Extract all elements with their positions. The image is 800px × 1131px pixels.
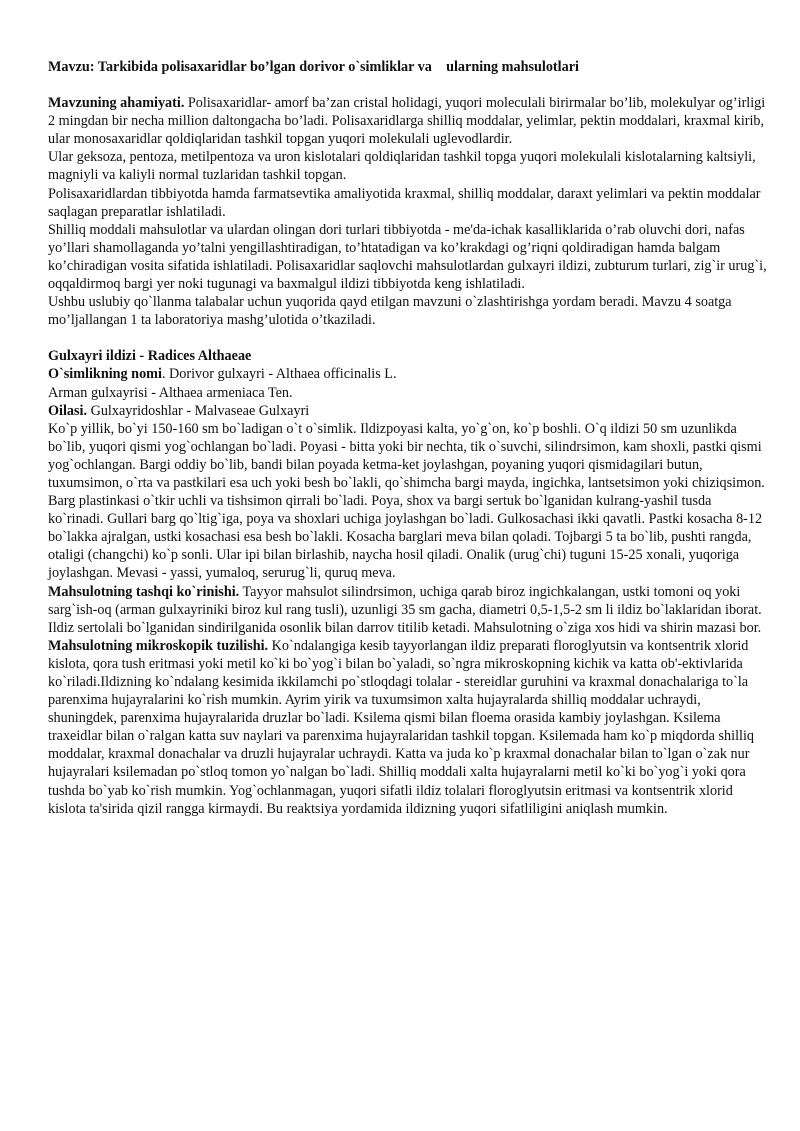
intro-paragraph-3: Polisaxaridlardan tibbiyotda hamda farmatsevtika amaliyotida kraxmal, shilliq moddalar, daraxt yelimlari va pektin moddalar saqlagan preparatlar ishlatiladi. (48, 185, 761, 220)
microscopic-structure-paragraph (48, 637, 768, 818)
intro-paragraph-4: Shilliq moddali mahsulotlar va ulardan olingan dori turlari tibbiyotda - me'da-ichak kasalliklarida o’rab oluvchi dori, nafas yo’llari shamollaganda yo’talni yengillashtiradigan, to’htatadigan va ko’krakdagi og’riqni qoldiradigan hamda balgam ko’chiradigan vosita sifatida ishlatiladi. Polisaxaridlar saqlovchi mahsulotlardan gulxayri ildizi, zubturum turlari, zig`ir urug`i, oqqaldirmoq bargi yer noki tugunagi va baxmalgul ildizi tibbiyotda keng ishlatiladi. (48, 221, 767, 293)
plant-name-text: . Dorivor gulxayri - Althaea officinalis L. (161, 366, 397, 383)
microscopic-structure-text: Ko`ndalangiga kesib tayyorlangan ildiz preparati floroglyutsin va kontsentrik xlorid kislota, qora tush eritmasi yoki metil ko`ki bo`yog`i bilan bo`yaladi, so`ngra mikroskopning kichik va katta ob'-ektivlarida ko`riladi.Ildizning ko`ndalang kesimida ikkilamchi po`stloqdagi tolalar - stereidlar guruhini va kraxmal donachalariga to`la parenxima hujayralarini ko`rish mumkin. Ayrim yirik va tuxumsimon xalta hujayralarda shilliq moddalar uchraydi, shuningdek, parenxima hujayralarida druzlar bo`ladi. Ksilema qismi bilan floema orasida kambiy joylashgan. Ksilema traxeidlar bilan o`ralgan katta suv naylari va parenxima hujayralaridan tashkil topgan. Ksilemada ham ko`p miqdorda shilliq moddalar, kraxmal donachalar va druzli hujayralar uchraydi. Katta va juda ko`p kraxmal donachalar bilan to`lgan o`zak nur hujayralari ksilemadan po`stloq tomon yo`nalgan bo`ladi. Shilliq moddali xalta hujayralarni metil ko`ki bo`yog`i yoki qora tushda bo`yab ko`rish mumkin. Yog`ochlanmagan, yuqori sifatli ildiz tolalari floroglyutsin eritmasi va kontsentrik xlorid kislota ta'sirida qizil rangga kirmaydi. Bu reaktsiya yordamida ildizning yuqori sifatliligini aniqlash mumkin. (48, 637, 755, 817)
plant-name-paragraph-2: Arman gulxayrisi - Althaea armeniaca Ten. (48, 384, 293, 401)
external-appearance-heading: Mahsulotning tashqi ko`rinishi. (48, 583, 240, 600)
microscopic-structure-heading: Mahsulotning mikroskopik tuzilishi. (48, 637, 269, 654)
intro-paragraph-2: Ular geksoza, pentoza, metilpentoza va uron kislotalari qoldiqlaridan tashkil topga yuqori molekulali kislotalarning kaltsiyli, magniyli va kaliyli normal tuzlaridan tashkil topgan. (48, 149, 756, 184)
intro-text-1: Polisaxaridlar- amorf ba’zan cristal holidagi, yuqori moleculali birirmalar bo’lib, molekulyar og’irligi 2 mingdan bir necha million daltongacha bo’ladi. Polisaxaridlarga shilliq moddalar, yelimlar, pektin moddalari, kraxmal kirib, ular monosaxaridlar qoldiqlaridan tashkil topgan yuqori molekulali uglevodlardir. (48, 95, 766, 148)
family-text: Gulxayridoshlar - Malvaseae Gulxayri (87, 402, 310, 419)
external-appearance-text: Tayyor mahsulot silindrsimon, uchiga qarab biroz ingichkalangan, ustki tomoni oq yoki sarg`ish-oq (arman gulxayriniki biroz kul rang tusli), uzunligi 35 sm gacha, diametri 0,5-1,5-2 sm li ildiz bo`laklaridan iborat. Ildiz sertolali bo`lganidan sindirilganida osonlik bilan darrov titilib ketadi. Mahsulotning o`ziga xos hidi va shirin mazasi bor. (48, 583, 762, 636)
section-title: Gulxayri ildizi - Radices Althaeae (48, 348, 252, 365)
intro-paragraph-1 (48, 94, 768, 148)
document-page (48, 58, 768, 818)
description-paragraph: Ko`p yillik, bo`yi 150-160 sm bo`ladigan o`t o`simlik. Ildizpoyasi kalta, yo`g`on, ko`p boshli. O`q ildizi 50 sm uzunlikda bo`lib, yuqori qismi yog`ochlangan bo`ladi. Poyasi - bitta yoki bir nechta, tik o`suvchi, silindrsimon, kam shoxli, pastki qismi yog`ochlangan. Bargi oddiy bo`lib, bandi bilan poyada ketma-ket joylashgan, poyaning yuqori qismidagilari butun, tuxumsimon, o`rta va pastkilari esa uch yoki besh bo`lakli, qo`shimcha bargi mayda, ingichka, lantsetsimon yoki chiziqsimon. Barg plastinkasi o`tkir uchli va tishsimon qirrali bo`ladi. Poya, shox va bargi sertuk bo`lganidan kulrang-yashil tusda ko`rinadi. Gullari barg qo`ltig`iga, poya va shoxlari uchiga joylashgan bo`ladi. Gulkosachasi ikki qavatli. Pastki kosacha 8-12 bo`lakka ajralgan, ustki kosachasi esa besh bo`lakli. Kosacha barglari meva bilan qoladi. Tojbargi 5 ta bo`lib, pushti rangda, otaligi (changchi) ko`p sonli. Ular ipi bilan birlashib, naycha hosil qiladi. Onalik (urug`chi) tuguni 15-25 xonali, yuqoriga joylashgan. Mevasi - yassi, yumaloq, serurug`li, quruq meva. (48, 420, 765, 582)
family-paragraph (48, 402, 768, 420)
external-appearance-paragraph (48, 583, 768, 637)
intro-heading: Mavzuning ahamiyati. (48, 95, 185, 112)
plant-name-heading: O`simlikning nomi (48, 366, 162, 383)
plant-name-paragraph (48, 365, 768, 383)
intro-paragraph-5: Ushbu uslubiy qo`llanma talabalar uchun yuqorida qayd etilgan mavzuni o`zlashtirishga yordam beradi. Mavzu 4 soatga mo’ljallangan 1 ta laboratoriya mashg’ulotida o’tkaziladi. (48, 294, 732, 329)
document-title: Mavzu: Tarkibida polisaxaridlar bo’lgan dorivor o`simliklar va ularning mahsulotlari (48, 59, 579, 75)
family-heading: Oilasi. (48, 402, 88, 419)
